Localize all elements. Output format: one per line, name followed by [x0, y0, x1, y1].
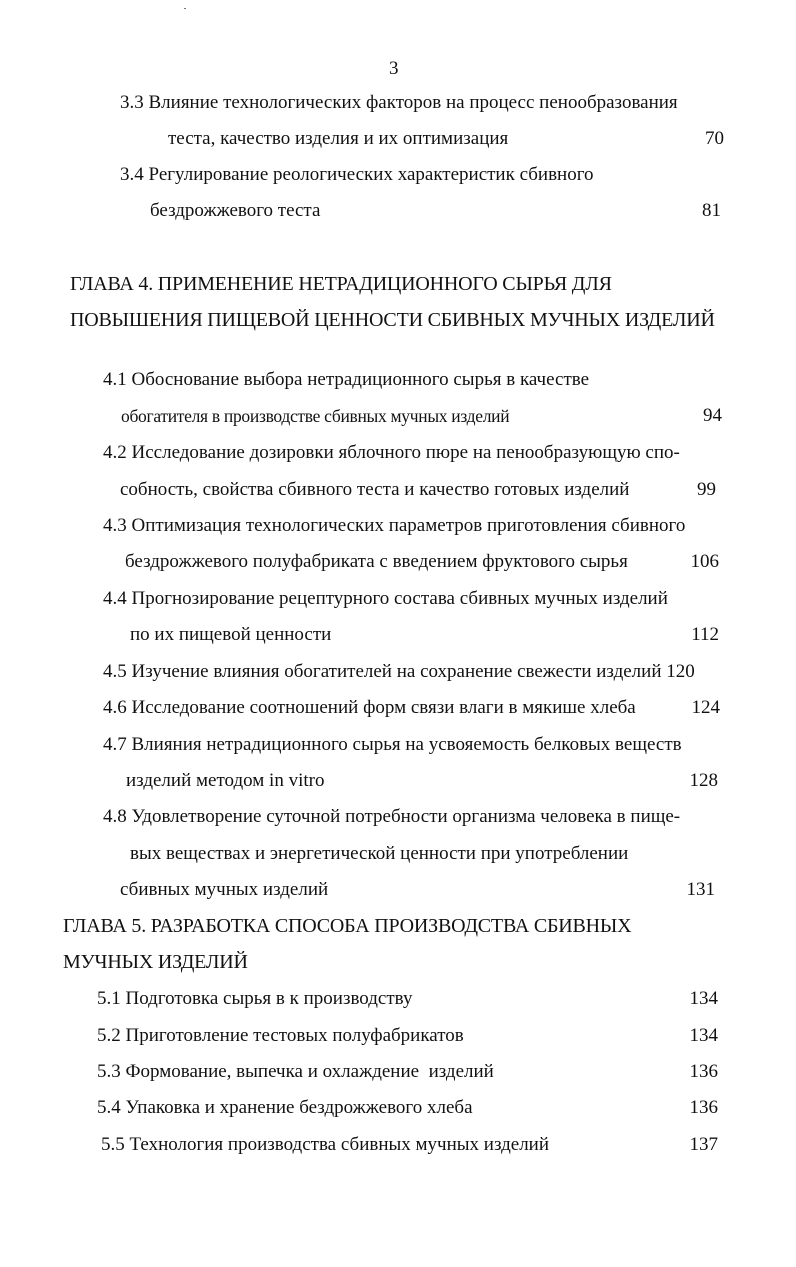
toc-entry-line: 5.3 Формование, выпечка и охлаждение изделий	[97, 1061, 494, 1082]
toc-page-number: 136	[689, 1061, 718, 1082]
toc-page-number: 106	[690, 551, 719, 572]
toc-entry-line: по их пищевой ценности	[130, 624, 332, 645]
toc-entry-line: собность, свойства сбивного теста и качество готовых изделий	[120, 479, 630, 500]
toc-page-number: 134	[689, 988, 718, 1009]
toc-entry-line: 4.7 Влияния нетрадиционного сырья на усвояемость белковых веществ	[103, 734, 682, 755]
scan-mark	[184, 8, 186, 9]
toc-entry-line: 3.4 Регулирование реологических характеристик сбивного	[120, 164, 594, 185]
chapter-heading-line: МУЧНЫХ ИЗДЕЛИЙ	[63, 951, 248, 973]
toc-entry-line: 4.2 Исследование дозировки яблочного пюре на пенообразующую спо-	[103, 442, 680, 463]
chapter-heading-line: ГЛАВА 4. ПРИМЕНЕНИЕ НЕТРАДИЦИОННОГО СЫРЬЯ ДЛЯ	[70, 273, 612, 295]
toc-page-number: 131	[686, 879, 715, 900]
toc-entry-line: бездрожжевого полуфабриката с введением фруктового сырья	[125, 551, 628, 572]
toc-entry-line: 5.2 Приготовление тестовых полуфабрикатов	[97, 1025, 464, 1046]
toc-entry-line: 5.5 Технология производства сбивных мучных изделий	[101, 1134, 550, 1155]
toc-page-number: 136	[689, 1097, 718, 1118]
toc-entry-line: бездрожжевого теста	[150, 200, 321, 221]
toc-page-number: 112	[691, 624, 719, 645]
toc-entry-line: 4.5 Изучение влияния обогатителей на сохранение свежести изделий 120	[103, 661, 695, 682]
toc-page-number: 137	[689, 1134, 718, 1155]
toc-entry-line: 4.1 Обоснование выбора нетрадиционного сырья в качестве	[103, 369, 590, 390]
toc-entry-line: 3.3 Влияние технологических факторов на процесс пенообразования	[120, 92, 678, 113]
page-number: 3	[389, 58, 399, 79]
toc-entry-line: сбивных мучных изделий	[120, 879, 329, 900]
chapter-heading-line: ГЛАВА 5. РАЗРАБОТКА СПОСОБА ПРОИЗВОДСТВА СБИВНЫХ	[63, 915, 632, 937]
toc-entry-line: 4.6 Исследование соотношений форм связи влаги в мякише хлеба	[103, 697, 636, 718]
toc-entry-line: 4.4 Прогнозирование рецептурного состава сбивных мучных изделий	[103, 588, 668, 609]
toc-entry-line: 4.8 Удовлетворение суточной потребности организма человека в пище-	[103, 806, 681, 827]
chapter-heading-line: ПОВЫШЕНИЯ ПИЩЕВОЙ ЦЕННОСТИ СБИВНЫХ МУЧНЫХ ИЗДЕЛИЙ	[70, 309, 715, 331]
toc-entry-line: 5.1 Подготовка сырья в к производству	[97, 988, 413, 1009]
toc-entry-line: вых веществах и энергетической ценности при употреблении	[130, 843, 629, 864]
toc-page-number: 128	[689, 770, 718, 791]
toc-page-number: 70	[705, 128, 724, 149]
toc-page-number: 94	[703, 405, 722, 426]
toc-entry-line: 4.3 Оптимизация технологических параметров приготовления сбивного	[103, 515, 686, 536]
toc-page-number: 81	[702, 200, 721, 221]
toc-page-number: 124	[691, 697, 720, 718]
toc-entry-line: обогатителя в производстве сбивных мучных изделий	[121, 406, 510, 426]
toc-entry-line: 5.4 Упаковка и хранение бездрожжевого хлеба	[97, 1097, 473, 1118]
toc-entry-line: изделий методом in vitro	[126, 770, 325, 791]
toc-page-number: 99	[697, 479, 716, 500]
toc-page-number: 134	[689, 1025, 718, 1046]
toc-entry-line: теста, качество изделия и их оптимизация	[168, 128, 509, 149]
